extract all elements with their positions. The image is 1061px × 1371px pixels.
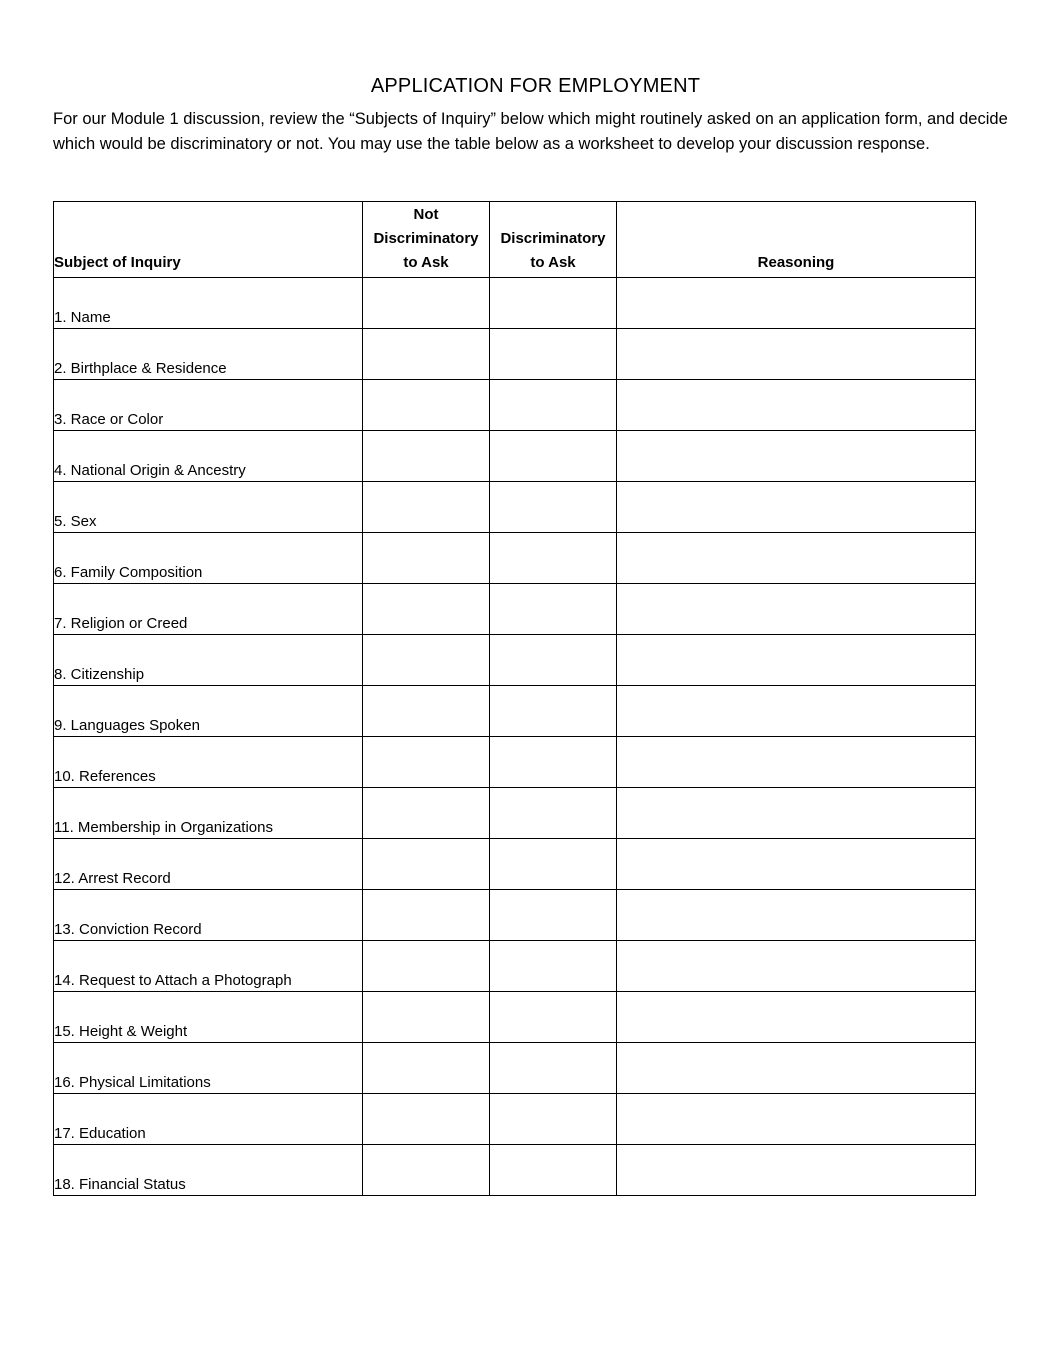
table-row — [54, 431, 976, 482]
subject-of-inquiry-cell: 6. Family Composition — [54, 533, 363, 584]
inquiry-worksheet-table — [53, 201, 976, 1196]
table-header-row — [54, 202, 976, 278]
reasoning-cell[interactable] — [617, 839, 976, 890]
not-discriminatory-cell[interactable] — [363, 584, 490, 635]
discriminatory-cell[interactable] — [490, 737, 617, 788]
not-discriminatory-cell[interactable] — [363, 380, 490, 431]
header-not-discriminatory-line2: Discriminatory — [373, 230, 479, 247]
not-discriminatory-cell[interactable] — [363, 1094, 490, 1145]
reasoning-cell[interactable] — [617, 941, 976, 992]
not-discriminatory-cell[interactable] — [363, 431, 490, 482]
not-discriminatory-cell[interactable] — [363, 941, 490, 992]
table-row — [54, 737, 976, 788]
not-discriminatory-cell[interactable] — [363, 329, 490, 380]
discriminatory-cell[interactable] — [490, 1145, 617, 1196]
reasoning-cell[interactable] — [617, 1043, 976, 1094]
discriminatory-cell[interactable] — [490, 1094, 617, 1145]
reasoning-cell[interactable] — [617, 1094, 976, 1145]
table-row — [54, 482, 976, 533]
discriminatory-cell[interactable] — [490, 584, 617, 635]
page-title: APPLICATION FOR EMPLOYMENT — [370, 75, 701, 97]
subject-of-inquiry-cell: 8. Citizenship — [54, 635, 363, 686]
discriminatory-cell[interactable] — [490, 278, 617, 329]
subject-of-inquiry-cell: 9. Languages Spoken — [54, 686, 363, 737]
table-row — [54, 329, 976, 380]
reasoning-cell[interactable] — [617, 1145, 976, 1196]
table-row — [54, 1145, 976, 1196]
table-row — [54, 278, 976, 329]
subject-of-inquiry-cell: 15. Height & Weight — [54, 992, 363, 1043]
not-discriminatory-cell[interactable] — [363, 482, 490, 533]
subject-of-inquiry-cell: 18. Financial Status — [54, 1145, 363, 1196]
table-row — [54, 635, 976, 686]
reasoning-cell[interactable] — [617, 686, 976, 737]
discriminatory-cell[interactable] — [490, 992, 617, 1043]
reasoning-cell[interactable] — [617, 380, 976, 431]
discriminatory-cell[interactable] — [490, 1043, 617, 1094]
not-discriminatory-cell[interactable] — [363, 533, 490, 584]
not-discriminatory-cell[interactable] — [363, 635, 490, 686]
subject-of-inquiry-cell: 16. Physical Limitations — [54, 1043, 363, 1094]
reasoning-cell[interactable] — [617, 890, 976, 941]
table-row — [54, 533, 976, 584]
subject-of-inquiry-cell: 2. Birthplace & Residence — [54, 329, 363, 380]
table-row — [54, 1043, 976, 1094]
discriminatory-cell[interactable] — [490, 890, 617, 941]
not-discriminatory-cell[interactable] — [363, 890, 490, 941]
subject-of-inquiry-cell: 14. Request to Attach a Photograph — [54, 941, 363, 992]
subject-of-inquiry-cell: 17. Education — [54, 1094, 363, 1145]
intro-paragraph: For our Module 1 discussion, review the “Subjects of Inquiry” below which might routinely asked on an application form, and decide which would be discriminatory or not. You may use the table below as a worksheet to develop your discussion response. — [53, 110, 1008, 153]
reasoning-cell[interactable] — [617, 788, 976, 839]
subject-of-inquiry-cell: 10. References — [54, 737, 363, 788]
table-row — [54, 992, 976, 1043]
not-discriminatory-cell[interactable] — [363, 278, 490, 329]
header-discriminatory-line1: Discriminatory — [500, 230, 606, 247]
not-discriminatory-cell[interactable] — [363, 788, 490, 839]
table-row — [54, 941, 976, 992]
header-discriminatory-line2: to Ask — [530, 254, 576, 271]
table-row — [54, 584, 976, 635]
reasoning-cell[interactable] — [617, 992, 976, 1043]
reasoning-cell[interactable] — [617, 635, 976, 686]
not-discriminatory-cell[interactable] — [363, 737, 490, 788]
discriminatory-cell[interactable] — [490, 380, 617, 431]
header-subject-of-inquiry — [54, 202, 363, 278]
reasoning-cell[interactable] — [617, 737, 976, 788]
table-row — [54, 380, 976, 431]
subject-of-inquiry-cell: 11. Membership in Organizations — [54, 788, 363, 839]
header-not-discriminatory-line1: Not — [413, 206, 439, 223]
discriminatory-cell[interactable] — [490, 329, 617, 380]
header-not-discriminatory-line3: to Ask — [403, 254, 449, 271]
subject-of-inquiry-cell: 4. National Origin & Ancestry — [54, 431, 363, 482]
table-body — [54, 278, 976, 1196]
not-discriminatory-cell[interactable] — [363, 1043, 490, 1094]
subject-of-inquiry-cell: 7. Religion or Creed — [54, 584, 363, 635]
table-row — [54, 788, 976, 839]
discriminatory-cell[interactable] — [490, 839, 617, 890]
reasoning-cell[interactable] — [617, 329, 976, 380]
reasoning-cell[interactable] — [617, 533, 976, 584]
table-row — [54, 686, 976, 737]
header-reasoning-label: Reasoning — [757, 254, 835, 271]
not-discriminatory-cell[interactable] — [363, 992, 490, 1043]
header-discriminatory — [490, 202, 617, 278]
not-discriminatory-cell[interactable] — [363, 686, 490, 737]
not-discriminatory-cell[interactable] — [363, 839, 490, 890]
subject-of-inquiry-cell: 12. Arrest Record — [54, 839, 363, 890]
discriminatory-cell[interactable] — [490, 431, 617, 482]
reasoning-cell[interactable] — [617, 584, 976, 635]
discriminatory-cell[interactable] — [490, 635, 617, 686]
table-row — [54, 1094, 976, 1145]
table-row — [54, 890, 976, 941]
discriminatory-cell[interactable] — [490, 788, 617, 839]
header-subject-label: Subject of Inquiry — [54, 254, 181, 271]
reasoning-cell[interactable] — [617, 431, 976, 482]
subject-of-inquiry-cell: 13. Conviction Record — [54, 890, 363, 941]
subject-of-inquiry-cell: 5. Sex — [54, 482, 363, 533]
subject-of-inquiry-cell: 1. Name — [54, 278, 363, 329]
header-not-discriminatory — [363, 202, 490, 278]
discriminatory-cell[interactable] — [490, 533, 617, 584]
reasoning-cell[interactable] — [617, 482, 976, 533]
not-discriminatory-cell[interactable] — [363, 1145, 490, 1196]
discriminatory-cell[interactable] — [490, 482, 617, 533]
reasoning-cell[interactable] — [617, 278, 976, 329]
header-reasoning — [617, 202, 976, 278]
table-row — [54, 839, 976, 890]
discriminatory-cell[interactable] — [490, 686, 617, 737]
subject-of-inquiry-cell: 3. Race or Color — [54, 380, 363, 431]
discriminatory-cell[interactable] — [490, 941, 617, 992]
